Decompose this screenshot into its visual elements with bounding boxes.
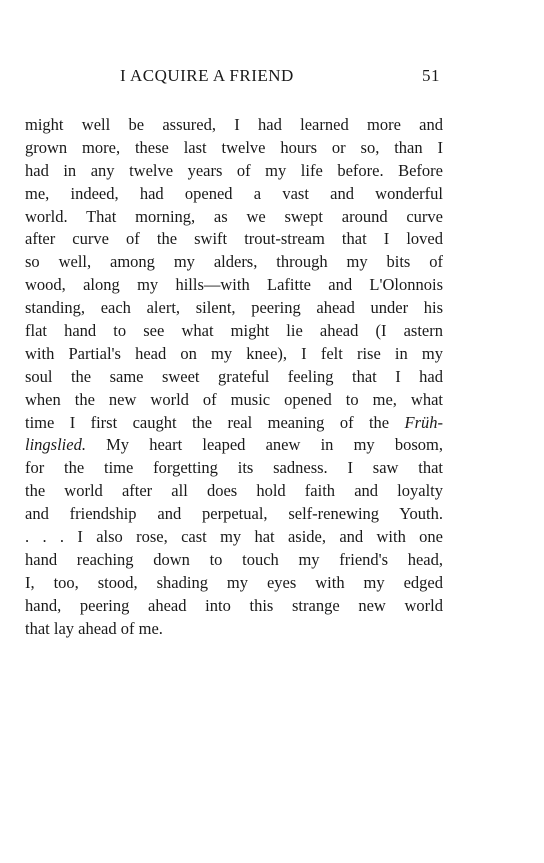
text-segment: My heart leaped anew in my bosom, — [106, 435, 443, 455]
italic-word: Früh- — [404, 412, 443, 432]
italic-word: lingslied. — [25, 435, 86, 455]
chapter-title: I ACQUIRE A FRIEND — [120, 66, 294, 85]
text-line: soul the same sweet grateful feeling that I had — [25, 366, 443, 386]
text-line: so well, among my alders, through my bits of — [25, 252, 443, 272]
text-line: and friendship and perpetual, self-renewing Youth. — [25, 504, 443, 524]
body-paragraph — [25, 114, 443, 640]
text-line: might well be assured, I had learned more and — [25, 115, 443, 134]
text-line: world. That morning, as we swept around curve — [25, 206, 443, 226]
text-line: grown more, these last twelve hours or so, than I — [25, 137, 443, 157]
text-segment: time I first caught the real meaning of the — [25, 412, 390, 432]
text-line — [25, 412, 443, 435]
page-number: 51 — [422, 66, 440, 85]
text-line: when the new world of music opened to me, what — [25, 389, 443, 409]
running-head — [120, 66, 440, 90]
text-line: wood, along my hills—with Lafitte and L'Olonnois — [25, 275, 443, 295]
text-line: standing, each alert, silent, peering ahead under his — [25, 298, 443, 318]
text-line: me, indeed, had opened a vast and wonderful — [25, 183, 443, 203]
text-line: that lay ahead of me. — [25, 618, 163, 638]
text-line: with Partial's head on my knee), I felt rise in my — [25, 343, 443, 363]
text-line: had in any twelve years of my life before. Before — [25, 160, 443, 180]
text-line: the world after all does hold faith and loyalty — [25, 481, 443, 501]
text-line: . . . I also rose, cast my hat aside, and with one — [25, 527, 443, 547]
text-line: hand reaching down to touch my friend's head, — [25, 549, 443, 569]
text-line: I, too, stood, shading my eyes with my edged — [25, 572, 443, 592]
text-line — [25, 434, 443, 457]
text-line: after curve of the swift trout-stream that I loved — [25, 229, 443, 249]
text-line: flat hand to see what might lie ahead (I astern — [25, 321, 443, 341]
text-line: for the time forgetting its sadness. I saw that — [25, 458, 443, 478]
text-line: hand, peering ahead into this strange new world — [25, 595, 443, 615]
